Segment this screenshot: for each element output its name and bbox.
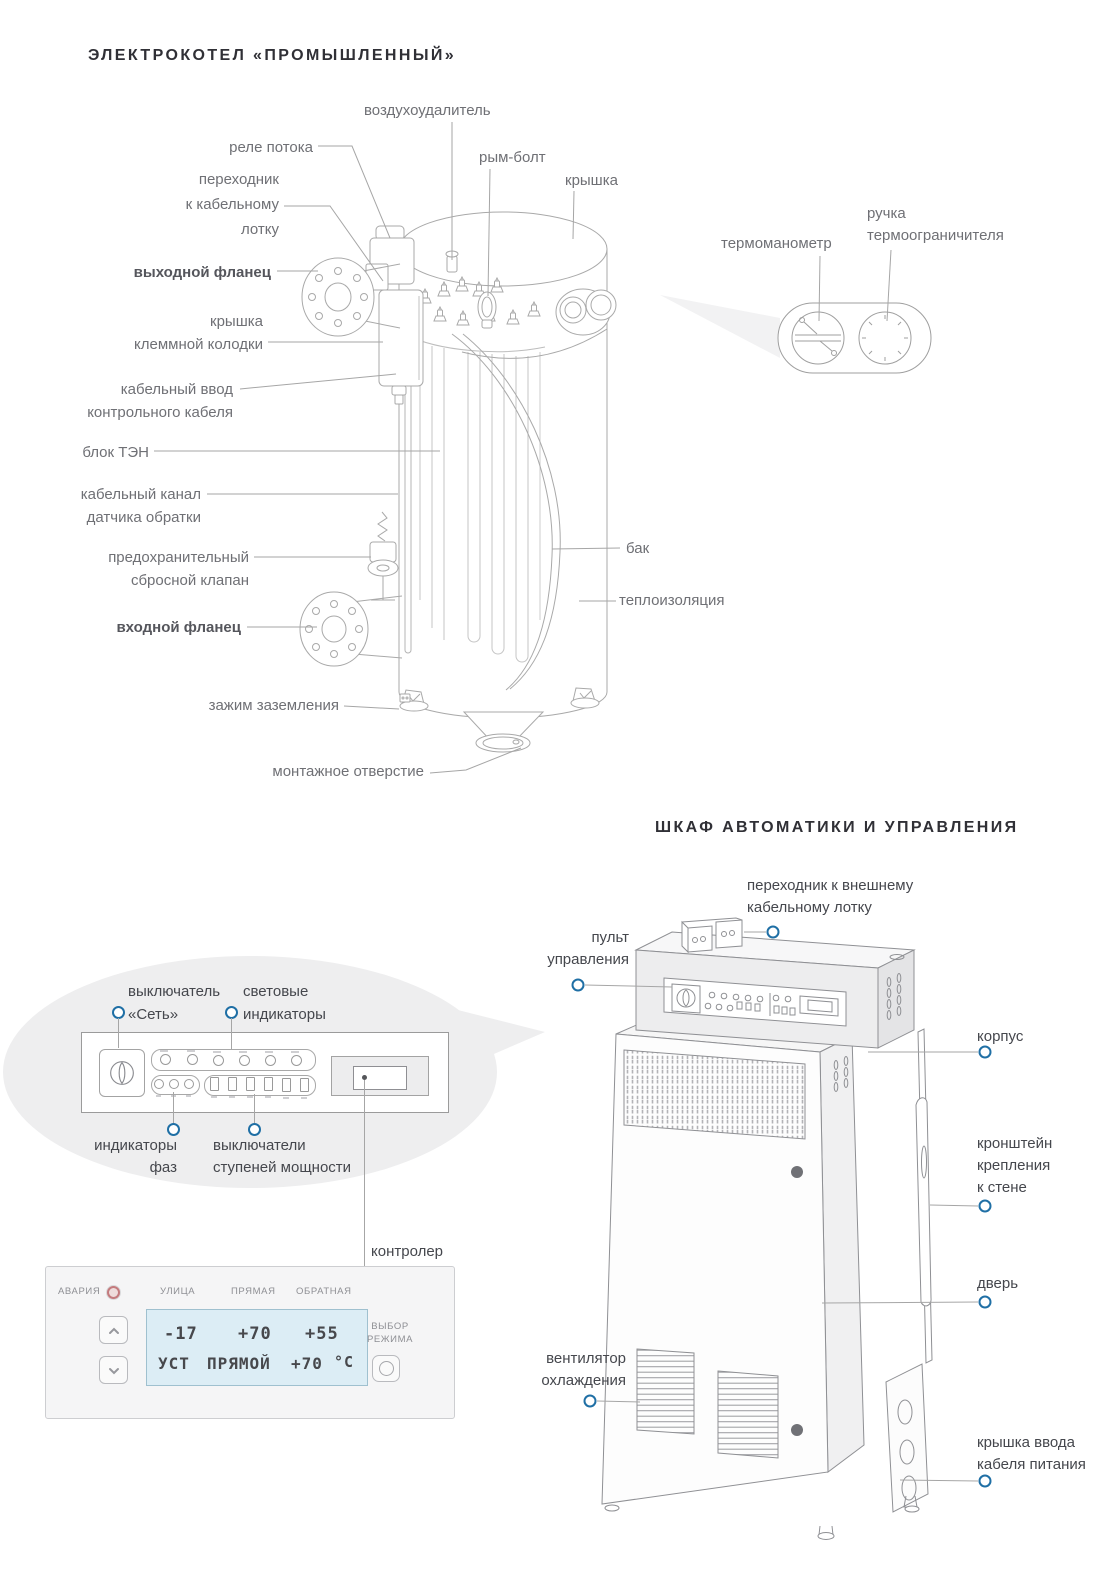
power-step-switch[interactable] [300, 1078, 309, 1092]
display-unit: °C [334, 1353, 355, 1371]
callout-label-safety-valve: предохранительный сбросной клапан [108, 549, 249, 589]
micro-label-dash [291, 1051, 299, 1053]
phase-indicator [154, 1079, 164, 1089]
connector-line [254, 1094, 255, 1123]
alarm-label: АВАРИЯ [58, 1286, 101, 1297]
callout-label-power-switch: выключатель «Сеть» [128, 983, 221, 1023]
controller-connector-line [364, 1080, 365, 1280]
callout-label-door: дверь [977, 1275, 1019, 1292]
callout-label-phase-indicators: индикаторы фаз [94, 1137, 177, 1176]
power-step-switch[interactable] [210, 1077, 219, 1091]
micro-label-dash [283, 1097, 289, 1099]
display-return-temp: +55 [305, 1324, 339, 1344]
mode-select-button[interactable] [372, 1355, 400, 1382]
power-knob-icon [105, 1056, 139, 1090]
chevron-down-icon [107, 1365, 121, 1376]
callout-label-outlet-flange: выходной фланец [133, 264, 271, 281]
micro-label-dash [186, 1095, 191, 1097]
callout-label-external-tray-adapter: переходник к внешнему кабельному лотку [747, 877, 914, 916]
power-step-switch[interactable] [282, 1078, 291, 1092]
callout-label-cooling-fan: вентилятор охлаждения [541, 1350, 626, 1389]
gauge-pill [778, 303, 931, 373]
power-step-switch[interactable] [246, 1077, 255, 1091]
light-indicator [213, 1055, 224, 1066]
panel-display-block [331, 1056, 429, 1096]
micro-label-dash [239, 1051, 247, 1053]
display-set-label: УСТ [158, 1354, 190, 1373]
callout-label-thermal-limiter-knob: ручка термоограничителя [867, 205, 1004, 244]
callout-label-wall-bracket: кронштейн крепления к стене [977, 1135, 1053, 1196]
front-panel [81, 1032, 449, 1113]
display-street-temp: -17 [164, 1324, 198, 1344]
light-indicator [187, 1054, 198, 1065]
column-label-supply: ПРЯМАЯ [231, 1286, 276, 1297]
micro-label-dash [156, 1095, 161, 1097]
micro-label-dash [213, 1051, 221, 1053]
callout-label-light-indicators: световые индикаторы [243, 983, 326, 1023]
cabinet-illustration [602, 918, 932, 1540]
callout-label-inlet-flange: входной фланец [116, 619, 241, 636]
connector-line [231, 1018, 232, 1049]
callout-label-eye-bolt: рым-болт [479, 149, 546, 166]
callout-label-flow-relay: реле потока [229, 139, 313, 156]
chevron-up-icon [107, 1325, 121, 1336]
power-step-switch[interactable] [264, 1077, 273, 1091]
callout-label-control-cable-gland: кабельный ввод контрольного кабеля [87, 381, 233, 421]
display-set-temp: +70 [291, 1354, 323, 1373]
callout-label-tank: бак [626, 540, 650, 557]
callout-label-insulation: теплоизоляция [619, 592, 725, 609]
micro-label-dash [247, 1096, 253, 1098]
callout-label-ground-clamp: зажим заземления [208, 697, 339, 714]
up-button[interactable] [99, 1316, 128, 1344]
mode-select-label: ВЫБОР РЕЖИМА [366, 1321, 414, 1345]
callout-label-heater-block: блок ТЭН [82, 444, 149, 461]
callout-label-return-sensor-channel: кабельный канал датчика обратки [80, 486, 201, 526]
callout-label-power-step-switches: выключатели ступеней мощности [213, 1137, 352, 1176]
connector-line [173, 1092, 174, 1123]
display-supply-temp: +70 [238, 1324, 272, 1344]
callout-label-power-cable-cover: крышка ввода кабеля питания [977, 1434, 1086, 1473]
callout-label-housing: корпус [977, 1028, 1024, 1045]
phase-indicator [184, 1079, 194, 1089]
micro-label-dash [229, 1096, 235, 1098]
connector-line [118, 1018, 119, 1048]
mode-button-circle-icon [379, 1361, 394, 1376]
callout-label-terminal-cover: крышка клеммной колодки [134, 313, 263, 353]
callout-label-controller: контролер [371, 1243, 444, 1260]
micro-label-dash [265, 1051, 273, 1053]
light-indicator [160, 1054, 171, 1065]
light-indicator [291, 1055, 302, 1066]
boiler-illustration [300, 212, 616, 752]
light-indicator [265, 1055, 276, 1066]
callout-label-lid: крышка [565, 172, 618, 189]
gauge-bubble-tail [660, 295, 780, 358]
callout-label-cable-tray-adapter: переходник к кабельному лотку [185, 171, 279, 238]
down-button[interactable] [99, 1356, 128, 1384]
phase-indicator [169, 1079, 179, 1089]
column-label-street: УЛИЦА [160, 1286, 196, 1297]
controller-display [146, 1309, 368, 1386]
callout-label-control-console: пульт управления [547, 929, 629, 968]
micro-label-dash [301, 1097, 307, 1099]
callout-label-thermomanometer: термоманометр [721, 235, 832, 252]
micro-label-dash [187, 1050, 195, 1052]
micro-label-dash [160, 1050, 168, 1052]
cabinet-section-title: ШКАФ АВТОМАТИКИ И УПРАВЛЕНИЯ [655, 819, 1019, 836]
boiler-section-title: ЭЛЕКТРОКОТЕЛ «ПРОМЫШЛЕННЫЙ» [88, 47, 457, 64]
micro-label-dash [211, 1096, 217, 1098]
power-step-switch[interactable] [228, 1077, 237, 1091]
light-indicator [239, 1055, 250, 1066]
power-switch[interactable] [99, 1049, 145, 1097]
alarm-led [107, 1286, 120, 1299]
callout-label-air-vent: воздухоудалитель [364, 102, 491, 119]
callout-label-mounting-hole: монтажное отверстие [272, 763, 424, 780]
micro-label-dash [265, 1096, 271, 1098]
display-mode-value: ПРЯМОЙ [207, 1354, 271, 1373]
column-label-return: ОБРАТНАЯ [296, 1286, 352, 1297]
